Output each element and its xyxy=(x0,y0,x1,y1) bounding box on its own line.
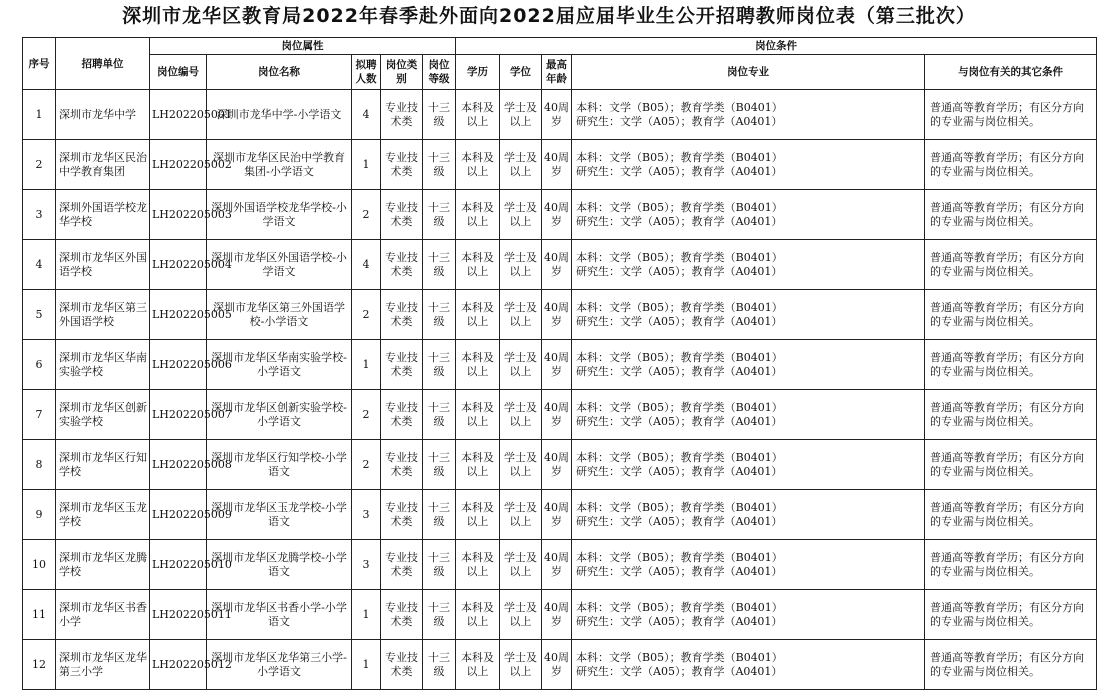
page-title: 深圳市龙华区教育局2022年春季赴外面向2022届应届毕业生公开招聘教师岗位表（第三批次） xyxy=(122,5,976,27)
cell-unit: 深圳市龙华区华南实验学校 xyxy=(56,340,150,390)
cell-category: 专业技术类 xyxy=(381,390,423,440)
major-postgrad: 研究生：文学（A05）；教育学（A0401） xyxy=(576,114,783,128)
header-unit: 招聘单位 xyxy=(56,38,150,90)
cell-degree: 学士及以上 xyxy=(500,490,542,540)
cell-post-code: LH202205010 xyxy=(150,540,207,590)
cell-major xyxy=(572,390,925,440)
cell-seq: 10 xyxy=(23,540,56,590)
cell-max-age: 40周岁 xyxy=(542,340,572,390)
cell-count: 3 xyxy=(352,540,381,590)
cell-max-age: 40周岁 xyxy=(542,240,572,290)
cell-count: 1 xyxy=(352,140,381,190)
major-postgrad: 研究生：文学（A05）；教育学（A0401） xyxy=(576,564,783,578)
cell-education: 本科及以上 xyxy=(456,190,500,240)
cell-other: 普通高等教育学历；有区分方向的专业需与岗位相关。 xyxy=(925,490,1097,540)
cell-level: 十三级 xyxy=(423,290,456,340)
cell-education: 本科及以上 xyxy=(456,240,500,290)
cell-degree: 学士及以上 xyxy=(500,390,542,440)
cell-seq: 11 xyxy=(23,590,56,640)
cell-unit: 深圳外国语学校龙华学校 xyxy=(56,190,150,240)
cell-major xyxy=(572,140,925,190)
header-major: 岗位专业 xyxy=(572,55,925,90)
cell-degree: 学士及以上 xyxy=(500,240,542,290)
cell-post-code: LH202205004 xyxy=(150,240,207,290)
header-level: 岗位等级 xyxy=(423,55,456,90)
cell-post-name: 深圳市龙华区华南实验学校-小学语文 xyxy=(207,340,352,390)
header-degree: 学位 xyxy=(500,55,542,90)
cell-other: 普通高等教育学历；有区分方向的专业需与岗位相关。 xyxy=(925,140,1097,190)
major-postgrad: 研究生：文学（A05）；教育学（A0401） xyxy=(576,514,783,528)
cell-level: 十三级 xyxy=(423,340,456,390)
header-education: 学历 xyxy=(456,55,500,90)
cell-degree: 学士及以上 xyxy=(500,140,542,190)
table-row xyxy=(23,390,1097,440)
cell-post-name: 深圳市龙华区外国语学校-小学语文 xyxy=(207,240,352,290)
cell-education: 本科及以上 xyxy=(456,90,500,140)
cell-seq: 6 xyxy=(23,340,56,390)
cell-post-code: LH202205001 xyxy=(150,90,207,140)
major-postgrad: 研究生：文学（A05）；教育学（A0401） xyxy=(576,414,783,428)
header-seq: 序号 xyxy=(23,38,56,90)
cell-major xyxy=(572,290,925,340)
cell-education: 本科及以上 xyxy=(456,140,500,190)
cell-major xyxy=(572,240,925,290)
cell-count: 4 xyxy=(352,90,381,140)
table-row xyxy=(23,340,1097,390)
cell-level: 十三级 xyxy=(423,590,456,640)
header-row-1 xyxy=(23,38,1097,55)
cell-degree: 学士及以上 xyxy=(500,540,542,590)
cell-post-name: 深圳外国语学校龙华学校-小学语文 xyxy=(207,190,352,240)
table-body xyxy=(23,90,1097,690)
table-row xyxy=(23,590,1097,640)
cell-post-name: 深圳市龙华区龙腾学校-小学语文 xyxy=(207,540,352,590)
cell-post-code: LH202205012 xyxy=(150,640,207,690)
cell-other: 普通高等教育学历；有区分方向的专业需与岗位相关。 xyxy=(925,590,1097,640)
cell-education: 本科及以上 xyxy=(456,590,500,640)
cell-count: 2 xyxy=(352,440,381,490)
cell-category: 专业技术类 xyxy=(381,640,423,690)
cell-seq: 7 xyxy=(23,390,56,440)
header-post-cond: 岗位条件 xyxy=(456,38,1097,55)
cell-major xyxy=(572,640,925,690)
cell-seq: 8 xyxy=(23,440,56,490)
major-postgrad: 研究生：文学（A05）；教育学（A0401） xyxy=(576,264,783,278)
major-undergrad: 本科：文学（B05）；教育学类（B0401） xyxy=(576,500,783,514)
major-postgrad: 研究生：文学（A05）；教育学（A0401） xyxy=(576,364,783,378)
header-post-attr: 岗位属性 xyxy=(150,38,456,55)
cell-unit: 深圳市龙华中学 xyxy=(56,90,150,140)
cell-count: 1 xyxy=(352,340,381,390)
table-row xyxy=(23,440,1097,490)
table-row xyxy=(23,290,1097,340)
cell-count: 4 xyxy=(352,240,381,290)
cell-other: 普通高等教育学历；有区分方向的专业需与岗位相关。 xyxy=(925,390,1097,440)
cell-max-age: 40周岁 xyxy=(542,590,572,640)
major-postgrad: 研究生：文学（A05）；教育学（A0401） xyxy=(576,214,783,228)
header-post-name: 岗位名称 xyxy=(207,55,352,90)
major-undergrad: 本科：文学（B05）；教育学类（B0401） xyxy=(576,400,783,414)
cell-category: 专业技术类 xyxy=(381,240,423,290)
table-row xyxy=(23,140,1097,190)
cell-level: 十三级 xyxy=(423,240,456,290)
header-max-age: 最高年龄 xyxy=(542,55,572,90)
header-row-2 xyxy=(23,55,1097,90)
cell-major xyxy=(572,540,925,590)
major-undergrad: 本科：文学（B05）；教育学类（B0401） xyxy=(576,450,783,464)
cell-seq: 5 xyxy=(23,290,56,340)
cell-education: 本科及以上 xyxy=(456,390,500,440)
cell-category: 专业技术类 xyxy=(381,90,423,140)
table-row xyxy=(23,640,1097,690)
cell-major xyxy=(572,190,925,240)
major-undergrad: 本科：文学（B05）；教育学类（B0401） xyxy=(576,150,783,164)
major-postgrad: 研究生：文学（A05）；教育学（A0401） xyxy=(576,314,783,328)
cell-other: 普通高等教育学历；有区分方向的专业需与岗位相关。 xyxy=(925,90,1097,140)
cell-other: 普通高等教育学历；有区分方向的专业需与岗位相关。 xyxy=(925,540,1097,590)
cell-max-age: 40周岁 xyxy=(542,490,572,540)
major-postgrad: 研究生：文学（A05）；教育学（A0401） xyxy=(576,464,783,478)
cell-post-code: LH202205006 xyxy=(150,340,207,390)
cell-education: 本科及以上 xyxy=(456,540,500,590)
cell-count: 1 xyxy=(352,640,381,690)
cell-count: 2 xyxy=(352,190,381,240)
cell-post-name: 深圳市龙华区龙华第三小学-小学语文 xyxy=(207,640,352,690)
cell-level: 十三级 xyxy=(423,140,456,190)
cell-post-name: 深圳市龙华区书香小学-小学语文 xyxy=(207,590,352,640)
cell-level: 十三级 xyxy=(423,440,456,490)
major-undergrad: 本科：文学（B05）；教育学类（B0401） xyxy=(576,600,783,614)
cell-other: 普通高等教育学历；有区分方向的专业需与岗位相关。 xyxy=(925,290,1097,340)
cell-category: 专业技术类 xyxy=(381,440,423,490)
header-other: 与岗位有关的其它条件 xyxy=(925,55,1097,90)
cell-max-age: 40周岁 xyxy=(542,540,572,590)
cell-unit: 深圳市龙华区龙华第三小学 xyxy=(56,640,150,690)
cell-degree: 学士及以上 xyxy=(500,290,542,340)
header-count: 拟聘人数 xyxy=(352,55,381,90)
cell-max-age: 40周岁 xyxy=(542,640,572,690)
cell-level: 十三级 xyxy=(423,490,456,540)
cell-count: 1 xyxy=(352,590,381,640)
cell-post-name: 深圳市龙华区民治中学教育集团-小学语文 xyxy=(207,140,352,190)
cell-other: 普通高等教育学历；有区分方向的专业需与岗位相关。 xyxy=(925,340,1097,390)
cell-post-code: LH202205008 xyxy=(150,440,207,490)
cell-seq: 9 xyxy=(23,490,56,540)
cell-post-name: 深圳市龙华区行知学校-小学语文 xyxy=(207,440,352,490)
cell-category: 专业技术类 xyxy=(381,540,423,590)
cell-other: 普通高等教育学历；有区分方向的专业需与岗位相关。 xyxy=(925,190,1097,240)
cell-count: 3 xyxy=(352,490,381,540)
major-undergrad: 本科：文学（B05）；教育学类（B0401） xyxy=(576,650,783,664)
cell-count: 2 xyxy=(352,390,381,440)
cell-degree: 学士及以上 xyxy=(500,590,542,640)
cell-education: 本科及以上 xyxy=(456,340,500,390)
table-row xyxy=(23,90,1097,140)
cell-level: 十三级 xyxy=(423,390,456,440)
cell-unit: 深圳市龙华区民治中学教育集团 xyxy=(56,140,150,190)
cell-other: 普通高等教育学历；有区分方向的专业需与岗位相关。 xyxy=(925,640,1097,690)
cell-unit: 深圳市龙华区创新实验学校 xyxy=(56,390,150,440)
cell-unit: 深圳市龙华区第三外国语学校 xyxy=(56,290,150,340)
cell-post-name: 深圳市龙华区第三外国语学校-小学语文 xyxy=(207,290,352,340)
major-undergrad: 本科：文学（B05）；教育学类（B0401） xyxy=(576,350,783,364)
cell-max-age: 40周岁 xyxy=(542,390,572,440)
cell-post-name: 深圳市龙华中学-小学语文 xyxy=(207,90,352,140)
cell-level: 十三级 xyxy=(423,190,456,240)
cell-max-age: 40周岁 xyxy=(542,440,572,490)
cell-degree: 学士及以上 xyxy=(500,190,542,240)
cell-degree: 学士及以上 xyxy=(500,340,542,390)
major-undergrad: 本科：文学（B05）；教育学类（B0401） xyxy=(576,250,783,264)
cell-count: 2 xyxy=(352,290,381,340)
cell-max-age: 40周岁 xyxy=(542,190,572,240)
cell-post-code: LH202205005 xyxy=(150,290,207,340)
table-row xyxy=(23,240,1097,290)
major-postgrad: 研究生：文学（A05）；教育学（A0401） xyxy=(576,664,783,678)
cell-degree: 学士及以上 xyxy=(500,90,542,140)
major-postgrad: 研究生：文学（A05）；教育学（A0401） xyxy=(576,614,783,628)
cell-post-code: LH202205011 xyxy=(150,590,207,640)
cell-major xyxy=(572,90,925,140)
cell-unit: 深圳市龙华区行知学校 xyxy=(56,440,150,490)
cell-education: 本科及以上 xyxy=(456,640,500,690)
cell-seq: 1 xyxy=(23,90,56,140)
cell-category: 专业技术类 xyxy=(381,590,423,640)
cell-post-name: 深圳市龙华区玉龙学校-小学语文 xyxy=(207,490,352,540)
cell-category: 专业技术类 xyxy=(381,190,423,240)
cell-level: 十三级 xyxy=(423,90,456,140)
cell-unit: 深圳市龙华区外国语学校 xyxy=(56,240,150,290)
cell-category: 专业技术类 xyxy=(381,140,423,190)
cell-degree: 学士及以上 xyxy=(500,640,542,690)
cell-max-age: 40周岁 xyxy=(542,90,572,140)
major-undergrad: 本科：文学（B05）；教育学类（B0401） xyxy=(576,550,783,564)
cell-other: 普通高等教育学历；有区分方向的专业需与岗位相关。 xyxy=(925,240,1097,290)
cell-level: 十三级 xyxy=(423,540,456,590)
cell-post-code: LH202205009 xyxy=(150,490,207,540)
major-undergrad: 本科：文学（B05）；教育学类（B0401） xyxy=(576,300,783,314)
cell-major xyxy=(572,490,925,540)
cell-category: 专业技术类 xyxy=(381,290,423,340)
cell-education: 本科及以上 xyxy=(456,440,500,490)
major-undergrad: 本科：文学（B05）；教育学类（B0401） xyxy=(576,100,783,114)
cell-max-age: 40周岁 xyxy=(542,140,572,190)
cell-unit: 深圳市龙华区玉龙学校 xyxy=(56,490,150,540)
recruitment-table xyxy=(22,37,1097,690)
cell-post-code: LH202205003 xyxy=(150,190,207,240)
header-category: 岗位类别 xyxy=(381,55,423,90)
cell-other: 普通高等教育学历；有区分方向的专业需与岗位相关。 xyxy=(925,440,1097,490)
table-row xyxy=(23,540,1097,590)
cell-seq: 4 xyxy=(23,240,56,290)
cell-degree: 学士及以上 xyxy=(500,440,542,490)
table-row xyxy=(23,490,1097,540)
table-row xyxy=(23,190,1097,240)
cell-category: 专业技术类 xyxy=(381,340,423,390)
cell-major xyxy=(572,590,925,640)
cell-post-name: 深圳市龙华区创新实验学校-小学语文 xyxy=(207,390,352,440)
cell-major xyxy=(572,340,925,390)
cell-seq: 12 xyxy=(23,640,56,690)
cell-post-code: LH202205002 xyxy=(150,140,207,190)
cell-category: 专业技术类 xyxy=(381,490,423,540)
cell-max-age: 40周岁 xyxy=(542,290,572,340)
header-post-code: 岗位编号 xyxy=(150,55,207,90)
cell-level: 十三级 xyxy=(423,640,456,690)
cell-major xyxy=(572,440,925,490)
cell-seq: 2 xyxy=(23,140,56,190)
cell-education: 本科及以上 xyxy=(456,290,500,340)
major-postgrad: 研究生：文学（A05）；教育学（A0401） xyxy=(576,164,783,178)
cell-unit: 深圳市龙华区书香小学 xyxy=(56,590,150,640)
major-undergrad: 本科：文学（B05）；教育学类（B0401） xyxy=(576,200,783,214)
cell-seq: 3 xyxy=(23,190,56,240)
cell-unit: 深圳市龙华区龙腾学校 xyxy=(56,540,150,590)
cell-education: 本科及以上 xyxy=(456,490,500,540)
cell-post-code: LH202205007 xyxy=(150,390,207,440)
